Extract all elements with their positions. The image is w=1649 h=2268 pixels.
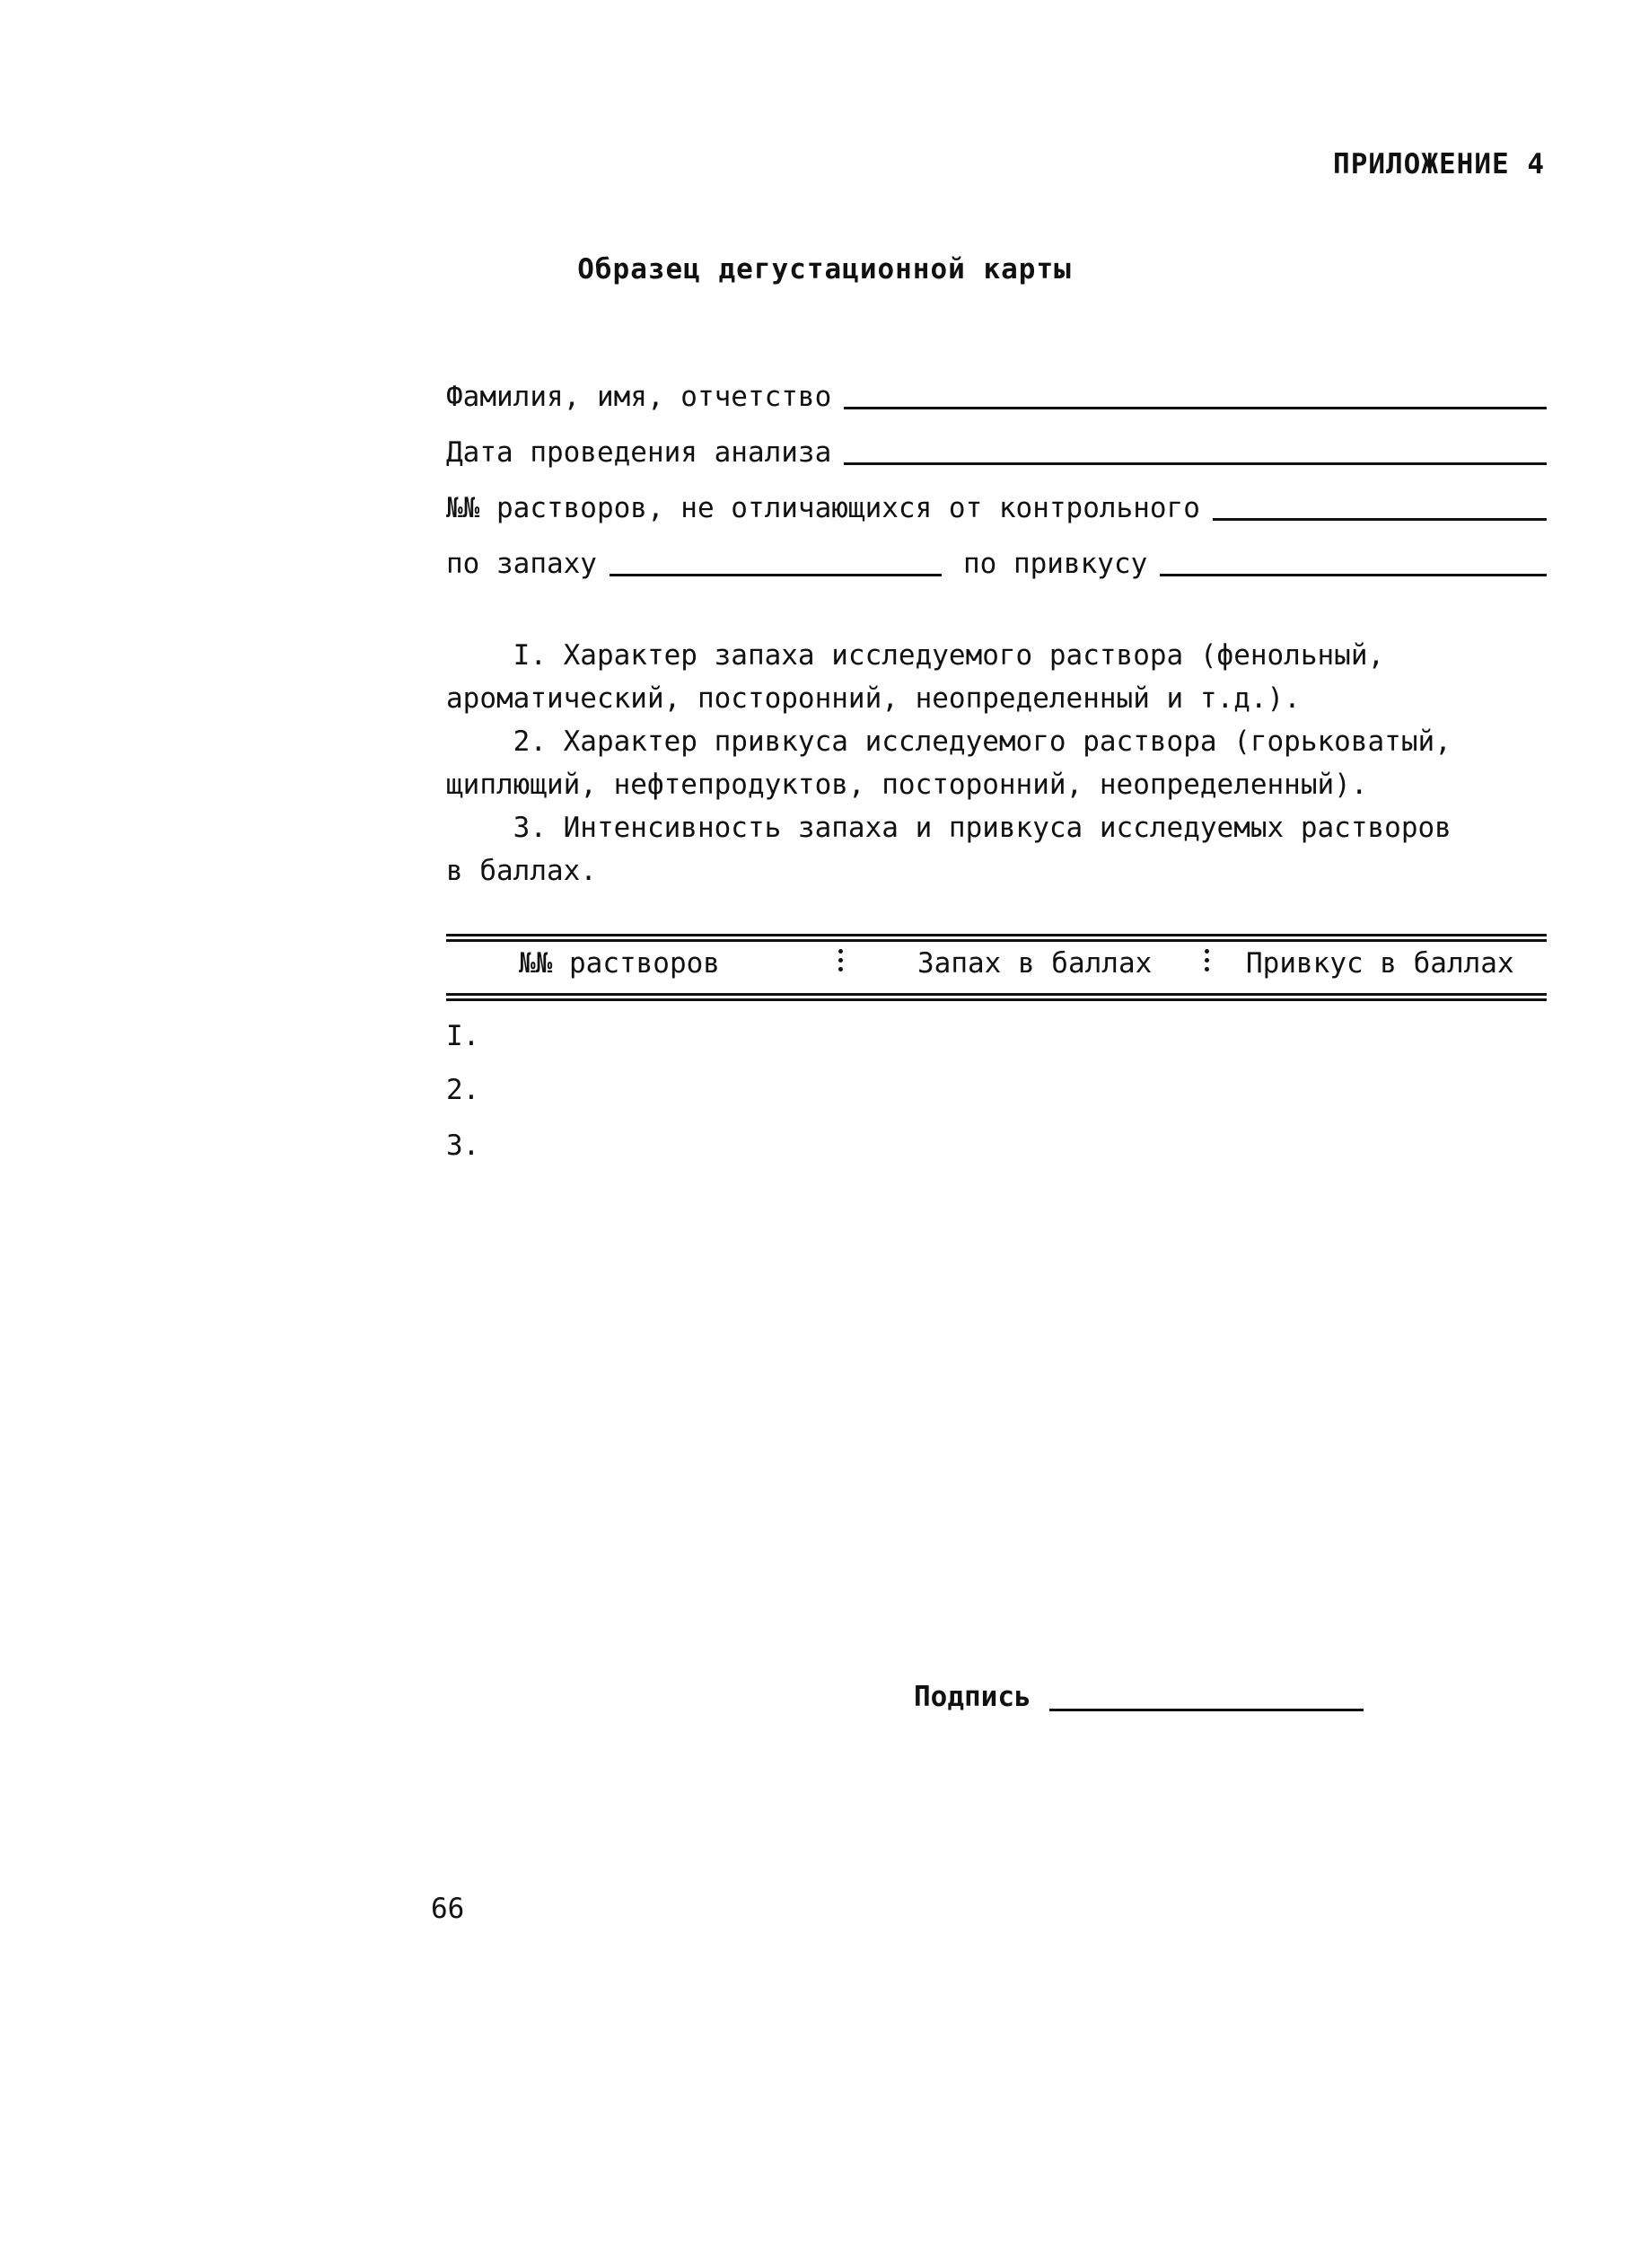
table-row-number: 3.	[446, 1130, 480, 1162]
smell-field-line[interactable]	[610, 574, 942, 576]
date-field-label: Дата проведения анализа	[446, 436, 832, 469]
signature-field	[914, 1677, 1364, 1713]
item-2-line-1: 2. Характер привкуса исследуемого раствора (горьковатый,	[446, 725, 1452, 758]
solutions-field-line[interactable]	[1213, 518, 1547, 521]
page-title: Образец дегустационной карты	[577, 253, 1072, 286]
date-field-line[interactable]	[844, 462, 1547, 465]
solutions-field-label: №№ растворов, не отличающихся от контрольного	[446, 492, 1200, 524]
table-header-bottom-rule-double	[446, 998, 1547, 1001]
signature-line[interactable]	[1049, 1709, 1364, 1711]
smell-field-label: по запаху	[446, 548, 597, 580]
solutions-field	[446, 488, 1547, 524]
date-field	[446, 433, 1547, 469]
name-field-line[interactable]	[844, 407, 1547, 409]
table-top-rule	[446, 934, 1547, 936]
appendix-label: ПРИЛОЖЕНИЕ 4	[1333, 148, 1545, 180]
item-1-line-2: ароматический, посторонний, неопределенный и т.д.).	[446, 682, 1301, 715]
signature-label: Подпись	[914, 1681, 1031, 1713]
item-1-line-1: I. Характер запаха исследуемого раствора (фенольный,	[446, 639, 1385, 672]
table-header-solutions: №№ растворов	[519, 947, 720, 980]
table-top-rule-double	[446, 939, 1547, 942]
item-2-line-2: щиплющий, нефтепродуктов, посторонний, неопределенный).	[446, 769, 1368, 801]
taste-field-label: по привкусу	[962, 548, 1148, 580]
item-3-line-2: в баллах.	[446, 855, 597, 887]
table-row-number: I.	[446, 1020, 480, 1052]
name-field-label: Фамилия, имя, отчетство	[446, 381, 832, 413]
table-header-separator	[1205, 945, 1210, 989]
item-3-line-1: 3. Интенсивность запаха и привкуса исследуемых растворов	[446, 812, 1452, 844]
taste-field-line[interactable]	[1160, 574, 1547, 576]
table-header-separator	[838, 945, 844, 989]
table-header-smell: Запах в баллах	[917, 947, 1153, 980]
page-number: 66	[431, 1893, 465, 1925]
table-header-bottom-rule	[446, 993, 1547, 996]
table-row-number: 2.	[446, 1074, 480, 1106]
table-header-taste: Привкус в баллах	[1246, 947, 1514, 980]
name-field	[446, 377, 1547, 413]
smell-taste-field	[446, 544, 1547, 580]
